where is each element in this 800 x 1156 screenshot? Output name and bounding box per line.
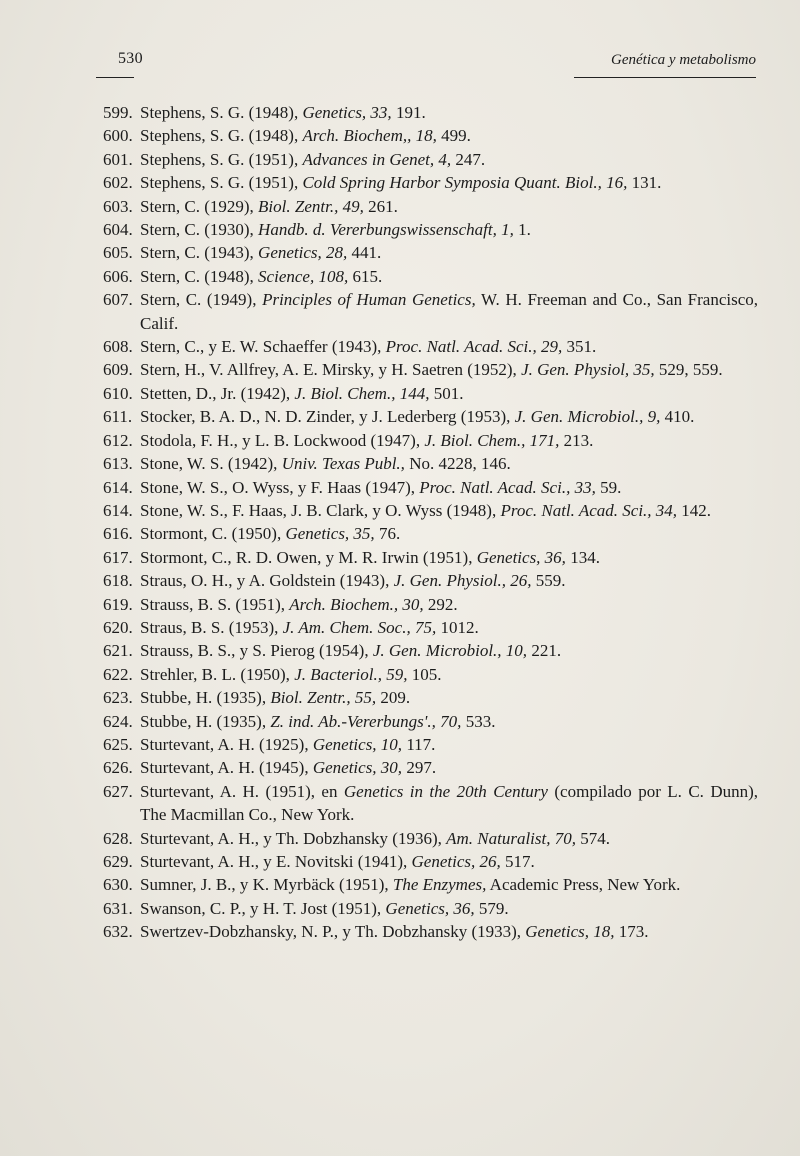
reference-text — [140, 920, 758, 943]
reference-entry — [103, 756, 758, 779]
header-rule-left — [96, 77, 134, 78]
reference-text — [140, 241, 758, 264]
reference-authors: Stern, C. (1949), — [140, 290, 263, 310]
reference-entry — [103, 171, 758, 194]
reference-source: Genetics, 30, — [312, 758, 403, 778]
reference-text — [140, 358, 758, 381]
reference-entry — [103, 265, 758, 288]
reference-text — [140, 382, 758, 405]
reference-number: 609. — [103, 360, 133, 380]
reference-number: 620. — [103, 617, 133, 637]
reference-text — [140, 124, 758, 147]
reference-authors: Swanson, C. P., y H. T. Jost (1951), — [140, 898, 386, 918]
reference-number: 610. — [103, 383, 133, 403]
reference-number: 627. — [103, 781, 133, 801]
reference-text — [140, 195, 758, 218]
reference-pages: 351. — [562, 337, 597, 357]
reference-text — [140, 873, 758, 896]
reference-text — [140, 827, 758, 850]
reference-entry — [103, 593, 758, 616]
reference-authors: Stephens, S. G. (1951), — [140, 149, 303, 169]
reference-authors: Strauss, B. S., y S. Pierog (1954), — [140, 641, 373, 661]
reference-source: Genetics, 36, — [385, 898, 475, 918]
reference-number: 605. — [103, 243, 133, 263]
reference-entry — [103, 499, 758, 522]
reference-entry — [103, 452, 758, 475]
reference-source: Biol. Zentr., 55, — [270, 688, 377, 708]
reference-text — [140, 616, 758, 639]
reference-source: Genetics, 33, — [302, 103, 392, 122]
reference-number: 632. — [103, 922, 133, 942]
reference-text — [140, 101, 758, 124]
reference-text — [140, 288, 758, 335]
reference-authors: Stern, C. (1943), — [140, 243, 259, 263]
reference-pages: 533. — [461, 711, 496, 731]
reference-source: Arch. Biochem,, 18, — [302, 126, 437, 146]
reference-number: 630. — [103, 875, 133, 895]
reference-entry — [103, 288, 758, 335]
reference-pages: 297. — [402, 758, 437, 778]
reference-number: 614. — [103, 500, 133, 520]
reference-source: Proc. Natl. Acad. Sci., 33, — [419, 477, 596, 497]
reference-entry — [103, 148, 758, 171]
reference-entry — [103, 429, 758, 452]
reference-pages: 134. — [565, 547, 600, 567]
reference-text — [140, 335, 758, 358]
reference-authors: Stone, W. S., O. Wyss, y F. Haas (1947), — [140, 477, 420, 497]
reference-number: 603. — [103, 196, 133, 216]
reference-text — [140, 452, 758, 475]
reference-pages: 76. — [374, 524, 401, 544]
reference-number: 625. — [103, 734, 133, 754]
reference-number: 631. — [103, 898, 133, 918]
reference-pages: W. H. Freeman and Co., San Francisco, Calif. — [140, 290, 758, 333]
reference-entry — [103, 827, 758, 850]
reference-source: Z. ind. Ab.-Vererbungs'., 70, — [270, 711, 462, 731]
reference-number: 629. — [103, 852, 133, 871]
reference-text — [140, 663, 758, 686]
reference-entry — [103, 405, 758, 428]
reference-number: 616. — [103, 524, 133, 544]
reference-authors: Stormont, C. (1950), — [140, 524, 286, 544]
reference-entry — [103, 733, 758, 756]
reference-text — [140, 756, 758, 779]
reference-text — [140, 686, 758, 709]
reference-pages: 173. — [614, 922, 649, 942]
reference-authors: Stone, W. S., F. Haas, J. B. Clark, y O. Wyss (1948), — [140, 500, 501, 520]
reference-pages: 247. — [451, 149, 486, 169]
reference-source: Proc. Natl. Acad. Sci., 29, — [385, 337, 563, 357]
reference-number: 611. — [103, 407, 133, 427]
reference-text — [140, 593, 758, 616]
reference-text — [140, 522, 758, 545]
reference-text — [140, 710, 758, 733]
reference-authors: Stubbe, H. (1935), — [140, 711, 271, 731]
reference-pages: 410. — [660, 407, 695, 427]
reference-pages: 559. — [531, 571, 566, 591]
reference-number: 612. — [103, 430, 133, 450]
reference-pages: 1. — [513, 220, 531, 240]
reference-source: Advances in Genet, 4, — [302, 149, 452, 169]
reference-authors: Straus, B. S. (1953), — [140, 617, 283, 637]
header-rule-right — [574, 77, 756, 78]
reference-entry — [103, 124, 758, 147]
reference-authors: Sturtevant, A. H., y E. Novitski (1941), — [140, 852, 412, 871]
reference-source: J. Gen. Microbiol., 10, — [372, 641, 528, 661]
reference-number: 622. — [103, 664, 133, 684]
reference-source: J. Gen. Physiol., 26, — [393, 571, 532, 591]
reference-authors: Stone, W. S. (1942), — [140, 454, 282, 474]
reference-text — [140, 405, 758, 428]
reference-source: Am. Naturalist, 70, — [446, 828, 576, 848]
reference-authors: Stephens, S. G. (1948), — [140, 103, 303, 122]
reference-number: 607. — [103, 290, 133, 310]
reference-pages: 261. — [363, 196, 398, 216]
reference-authors: Stern, C. (1929), — [140, 196, 259, 216]
reference-source: Genetics, 35, — [285, 524, 375, 544]
page-header — [96, 50, 756, 80]
reference-source: J. Gen. Microbiol., 9, — [514, 407, 661, 427]
reference-source: J. Bacteriol., 59, — [294, 664, 408, 684]
reference-pages: 213. — [559, 430, 594, 450]
reference-entry — [103, 639, 758, 662]
reference-source: Proc. Natl. Acad. Sci., 34, — [500, 500, 678, 520]
reference-number: 617. — [103, 547, 133, 567]
reference-pages: 105. — [407, 664, 442, 684]
reference-entry — [103, 476, 758, 499]
reference-source: Arch. Biochem., 30, — [289, 594, 424, 614]
reference-source: Cold Spring Harbor Symposia Quant. Biol., 16, — [302, 173, 628, 193]
reference-pages: 292. — [423, 594, 458, 614]
reference-entry — [103, 569, 758, 592]
reference-source: Genetics, 18, — [525, 922, 615, 942]
reference-authors: Stephens, S. G. (1948), — [140, 126, 303, 146]
reference-entry — [103, 897, 758, 920]
reference-source: Univ. Texas Publ., — [281, 454, 405, 474]
reference-entry — [103, 663, 758, 686]
reference-entry — [103, 710, 758, 733]
reference-authors: Straus, O. H., y A. Goldstein (1943), — [140, 571, 394, 591]
reference-number: 621. — [103, 641, 133, 661]
reference-authors: Sturtevant, A. H. (1925), — [140, 734, 313, 754]
reference-text — [140, 850, 758, 873]
reference-number: 602. — [103, 173, 133, 193]
reference-number: 604. — [103, 220, 133, 240]
reference-source: The Enzymes, — [392, 875, 487, 895]
reference-number: 619. — [103, 594, 133, 614]
reference-entry — [103, 335, 758, 358]
reference-text — [140, 569, 758, 592]
reference-number: 601. — [103, 149, 133, 169]
reference-entry — [103, 780, 758, 827]
reference-pages: 142. — [677, 500, 712, 520]
reference-text — [140, 733, 758, 756]
reference-authors: Sturtevant, A. H., y Th. Dobzhansky (1936), — [140, 828, 447, 848]
reference-pages: Academic Press, New York. — [486, 875, 681, 895]
reference-authors: Sturtevant, A. H. (1951), en — [140, 781, 344, 801]
reference-pages: 579. — [474, 898, 509, 918]
reference-text — [140, 639, 758, 662]
reference-text — [140, 265, 758, 288]
reference-number: 606. — [103, 266, 133, 286]
reference-pages: 499. — [436, 126, 471, 146]
reference-text — [140, 780, 758, 827]
reference-source: Genetics in the 20th Century — [343, 781, 548, 801]
reference-source: Genetics, 10, — [312, 734, 403, 754]
reference-text — [140, 171, 758, 194]
reference-pages: 117. — [402, 734, 436, 754]
reference-number: 628. — [103, 828, 133, 848]
reference-authors: Strehler, B. L. (1950), — [140, 664, 295, 684]
reference-authors: Stormont, C., R. D. Owen, y M. R. Irwin (1951), — [140, 547, 477, 567]
reference-pages: 574. — [576, 828, 610, 848]
reference-text — [140, 429, 758, 452]
reference-authors: Stetten, D., Jr. (1942), — [140, 383, 295, 403]
page-number: 530 — [118, 50, 143, 67]
reference-number: 618. — [103, 571, 133, 591]
reference-text — [140, 218, 758, 241]
reference-entry — [103, 382, 758, 405]
reference-pages: 1012. — [436, 617, 479, 637]
reference-source: Handb. d. Vererbungswissenschaft, 1, — [258, 220, 514, 240]
reference-number: 626. — [103, 758, 133, 778]
reference-list — [103, 101, 758, 944]
reference-number: 613. — [103, 454, 133, 474]
reference-source: Genetics, 26, — [411, 852, 501, 871]
reference-number: 624. — [103, 711, 133, 731]
reference-entry — [103, 850, 758, 873]
reference-authors: Stern, H., V. Allfrey, A. E. Mirsky, y H. Saetren (1952), — [140, 360, 522, 380]
reference-entry — [103, 218, 758, 241]
reference-authors: Stern, C. (1930), — [140, 220, 259, 240]
reference-entry — [103, 616, 758, 639]
reference-number: 623. — [103, 688, 133, 708]
reference-authors: Sturtevant, A. H. (1945), — [140, 758, 313, 778]
reference-entry — [103, 920, 758, 943]
reference-source: Genetics, 36, — [476, 547, 566, 567]
reference-authors: Stodola, F. H., y L. B. Lockwood (1947), — [140, 430, 425, 450]
reference-pages: 441. — [347, 243, 382, 263]
reference-text — [140, 476, 758, 499]
reference-entry — [103, 873, 758, 896]
reference-pages: (compilado por L. C. Dunn), The Macmillan Co., New York. — [140, 781, 759, 825]
reference-source: Science, 108, — [258, 266, 349, 286]
reference-source: J. Biol. Chem., 171, — [424, 430, 560, 450]
reference-entry — [103, 241, 758, 264]
reference-number: 600. — [103, 126, 133, 146]
reference-entry — [103, 101, 758, 124]
reference-authors: Stern, C. (1948), — [140, 266, 259, 286]
reference-authors: Stocker, B. A. D., N. D. Zinder, y J. Lederberg (1953), — [140, 407, 515, 427]
reference-number: 608. — [103, 337, 133, 357]
running-title: Genética y metabolismo — [611, 52, 756, 68]
reference-entry — [103, 195, 758, 218]
reference-authors: Stern, C., y E. W. Schaeffer (1943), — [140, 337, 386, 357]
reference-authors: Swertzev-Dobzhansky, N. P., y Th. Dobzhansky (1933), — [140, 922, 526, 942]
reference-text — [140, 897, 758, 920]
reference-entry — [103, 546, 758, 569]
reference-source: Principles of Human Genetics, — [262, 290, 476, 310]
reference-pages: 615. — [348, 266, 383, 286]
reference-number: 614. — [103, 477, 133, 497]
reference-entry — [103, 522, 758, 545]
reference-text — [140, 148, 758, 171]
reference-text — [140, 546, 758, 569]
reference-number: 599. — [103, 103, 133, 122]
reference-source: Biol. Zentr., 49, — [258, 196, 364, 216]
reference-source: Genetics, 28, — [258, 243, 348, 263]
reference-pages: No. 4228, 146. — [404, 454, 511, 474]
reference-pages: 59. — [595, 477, 622, 497]
reference-pages: 517. — [500, 852, 535, 871]
reference-pages: 191. — [391, 103, 426, 122]
reference-authors: Stephens, S. G. (1951), — [140, 173, 303, 193]
reference-pages: 529, 559. — [654, 360, 723, 380]
reference-authors: Strauss, B. S. (1951), — [140, 594, 290, 614]
reference-source: J. Biol. Chem., 144, — [294, 383, 430, 403]
reference-text — [140, 499, 758, 522]
reference-authors: Sumner, J. B., y K. Myrbäck (1951), — [140, 875, 393, 895]
reference-authors: Stubbe, H. (1935), — [140, 688, 271, 708]
reference-entry — [103, 686, 758, 709]
reference-source: J. Am. Chem. Soc., 75, — [282, 617, 437, 637]
reference-entry — [103, 358, 758, 381]
reference-source: J. Gen. Physiol, 35, — [521, 360, 655, 380]
reference-pages: 221. — [527, 641, 562, 661]
reference-pages: 209. — [376, 688, 411, 708]
reference-pages: 131. — [627, 173, 662, 193]
reference-pages: 501. — [429, 383, 464, 403]
